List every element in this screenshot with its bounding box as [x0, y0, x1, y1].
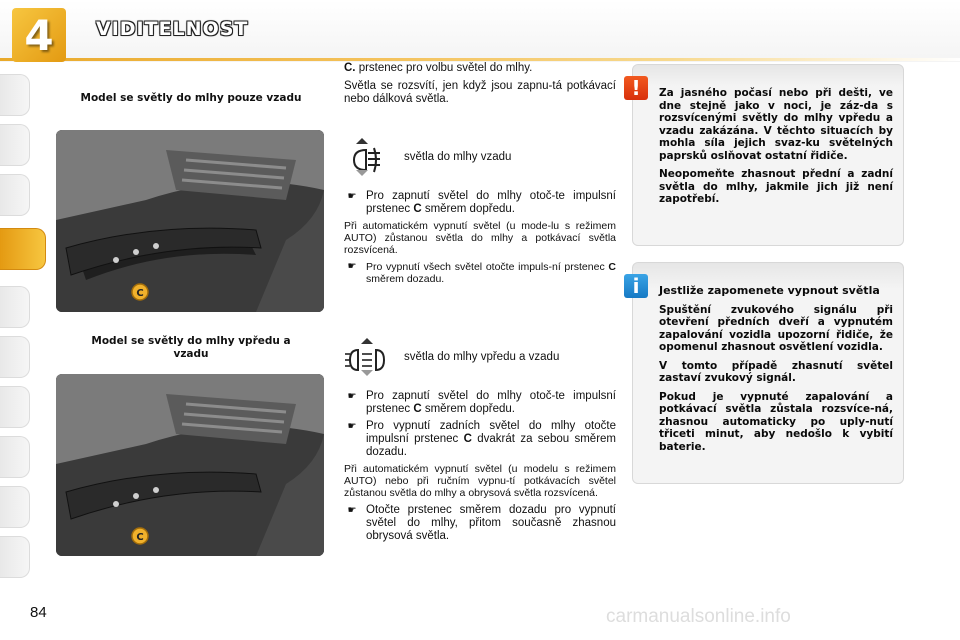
photo-stalk-front-rear-fog	[56, 374, 324, 556]
warning-box	[632, 64, 904, 246]
page-number: 84	[30, 604, 47, 621]
caption-front-rear-fog: Model se světly do mlhy vpředu a vzadu	[91, 335, 291, 360]
front-auto-paragraph: Při automatickém vypnutí světel (u modelu s režimem AUTO) nebo při ručním vypnu-tí potkávacích světel zůstanou světla do mlhy a obrysová světla rozsvícená.	[344, 463, 616, 499]
front-rear-fog-instructions	[344, 390, 616, 547]
rear-fog-lamp-row	[344, 136, 511, 178]
rear-fog-lamp-icon	[344, 136, 390, 178]
chapter-tab[interactable]	[0, 286, 30, 328]
chapter-tab[interactable]	[0, 486, 30, 528]
front-rear-fog-lamp-icon	[344, 336, 390, 378]
list-item: ☛ Pro zapnutí světel do mlhy otoč-te impulsní prstenec C směrem dopředu.	[344, 390, 616, 416]
arrow-icon: ☛	[347, 505, 357, 516]
chapter-tab[interactable]	[0, 74, 30, 116]
chapter-number: 4	[24, 10, 54, 60]
rear-auto-paragraph: Při automatickém vypnutí světel (u mode-lu s režimem AUTO) zůstanou světla do mlhy a potkávací světla rozsvícená.	[344, 220, 616, 256]
intro-paragraph: Světla se rozsvítí, jen když jsou zapnu-tá potkávací nebo dálková světla.	[344, 80, 616, 105]
list-item: ☛ Pro vypnutí všech světel otočte impuls-ní prstenec C směrem dozadu.	[344, 261, 616, 285]
info-icon: i	[624, 274, 648, 298]
header-accent-line	[0, 58, 960, 61]
front-rear-fog-lamp-label: světla do mlhy vpředu a vzadu	[404, 351, 560, 363]
chapter-tab[interactable]	[0, 336, 30, 378]
chapter-tab-strip	[0, 64, 32, 580]
arrow-icon: ☛	[347, 191, 357, 202]
arrow-icon: ☛	[347, 421, 357, 432]
arrow-icon: ☛	[347, 391, 357, 402]
chapter-tab[interactable]	[0, 124, 30, 166]
info-paragraph-2: V tomto případě zhasnutí světel zastaví zvukový signál.	[659, 359, 893, 384]
warning-icon: !	[624, 76, 648, 100]
intro-key: C.	[344, 62, 356, 74]
rear-fog-instructions	[344, 190, 616, 289]
intro-block	[344, 62, 616, 111]
chapter-tab-active[interactable]	[0, 228, 46, 270]
watermark: carmanualsonline.info	[606, 606, 791, 627]
intro-text: prstenec pro volbu světel do mlhy.	[358, 62, 533, 74]
list-item: ☛ Pro zapnutí světel do mlhy otoč-te impulsní prstenec C směrem dopředu.	[344, 190, 616, 216]
photo-stalk-rear-fog	[56, 130, 324, 312]
chapter-tab[interactable]	[0, 386, 30, 428]
chapter-tab[interactable]	[0, 436, 30, 478]
info-paragraph-3: Pokud je vypnuté zapalování a potkávací světla zůstala rozsvíce-ná, zhasnou automaticky po uply-nutí třiceti minut, aby nedošlo k vybití baterie.	[659, 390, 893, 453]
arrow-icon: ☛	[347, 261, 357, 272]
chapter-tab[interactable]	[0, 174, 30, 216]
list-item: ☛ Otočte prstenec směrem dozadu pro vypnutí světel do mlhy, přitom současně zhasnou obrysová světla.	[344, 504, 616, 543]
chapter-title: VIDITELNOST	[96, 18, 249, 40]
ring-label-c: C	[136, 532, 144, 543]
rear-fog-lamp-label: světla do mlhy vzadu	[404, 151, 512, 163]
warning-paragraph-2: Neopomeňte zhasnout přední a zadní světla do mlhy, jakmile jich již není zapotřebí.	[659, 168, 893, 205]
chapter-tab[interactable]	[0, 536, 30, 578]
warning-paragraph-1: Za jasného počasí nebo při dešti, ve dne stejně jako v noci, je záz-da s rozsvícenými světly do mlhy vpředu a vzadu zakázána. V těchto situacích by mohla síla jejich svaz-ku světelných paprsků oslňovat ostatní řidiče.	[659, 87, 893, 162]
info-box	[632, 262, 904, 484]
caption-rear-fog: Model se světly do mlhy pouze vzadu	[80, 92, 302, 104]
chapter-badge	[12, 8, 66, 62]
info-paragraph-1: Spuštění zvukového signálu při otevření předních dveří a vypnutém zapalování vozidla upozorní řidiče, že opomenul zhasnout osvětlení vozidla.	[659, 303, 893, 353]
list-item: ☛ Pro vypnutí zadních světel do mlhy otočte impulsní prstenec C dvakrát za sebou směrem dozadu.	[344, 420, 616, 459]
info-title: Jestliže zapomenete vypnout světla	[659, 284, 880, 297]
front-rear-fog-lamp-row	[344, 336, 559, 378]
ring-label-c: C	[136, 288, 144, 299]
